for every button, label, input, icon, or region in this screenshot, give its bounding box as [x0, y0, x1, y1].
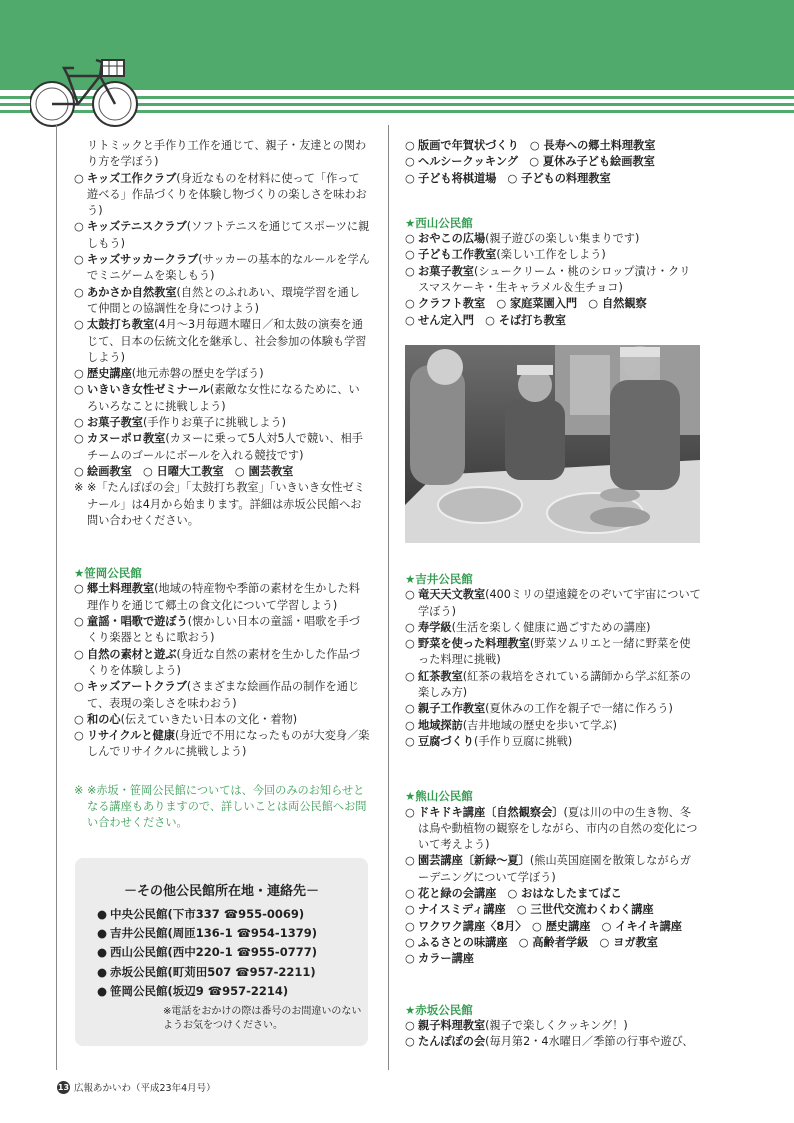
contact-row: [75, 943, 368, 962]
note-sasaoka: ※ ※赤坂・笹岡公民館については、今回のみのお知らせとなる講座もありますので、詳しいことは両公民館へお問い合わせください。: [74, 783, 367, 830]
bullet-dot-icon: ●: [97, 907, 108, 921]
circle-bullet-icon: ○: [405, 620, 415, 634]
contact-title: －その他公民館所在地・連絡先－: [123, 884, 319, 899]
section-heading-kumayama: ★熊山公民館: [405, 789, 473, 804]
contact-text: 笹岡公民館(坂辺9 ☎957-2214): [110, 983, 289, 998]
circle-bullet-icon: ○: [405, 935, 415, 949]
course-description: (熊山英国庭園を散策しながらガーデニングについて学ぼう): [418, 854, 691, 884]
list-item: [405, 154, 701, 170]
course-description: (ソフトテニスを通じてスポーツに親しもう): [87, 220, 370, 250]
section-heading-nishiyama: ★西山公民館: [405, 215, 473, 230]
contact-row: [75, 905, 368, 924]
list-item: [405, 636, 701, 669]
course-description: (さまざまな絵画作品の制作を通じて、表現の楽しさを味わおう): [87, 680, 360, 710]
course-name: ふるさとの味講座 ○ 高齢者学級 ○ ヨガ教室: [418, 935, 658, 949]
course-description: (サッカーの基本的なルールを学んでミニゲームを楽しもう): [87, 253, 370, 283]
circle-bullet-icon: ○: [74, 253, 84, 267]
list-item: [405, 805, 701, 854]
list-item: [74, 415, 370, 431]
section-heading-akasaka: ★赤坂公民館: [405, 1002, 473, 1017]
course-name: 子ども工作教室: [418, 248, 497, 262]
course-name: 版画で年賀状づくり ○ 長寿への郷土料理教室: [418, 139, 656, 152]
course-name: 園芸講座〔新緑～夏〕: [418, 854, 530, 868]
course-name: 花と緑の会講座 ○ おはなしたまてばこ: [418, 887, 622, 901]
left-column: [74, 138, 370, 832]
list-item: [74, 285, 370, 318]
course-description: (伝えていきたい日本の文化・着物): [120, 712, 298, 726]
course-description: (夏休みの工作を親子で一緒に作ろう): [485, 702, 673, 716]
list-item: [405, 853, 701, 886]
course-name: ワクワク講座〈8月〉 ○ 歴史講座 ○ イキイキ講座: [418, 919, 682, 933]
course-description: (手作り豆腐に挑戦): [473, 734, 573, 748]
circle-bullet-icon: ○: [405, 232, 415, 246]
circle-bullet-icon: ○: [74, 416, 84, 430]
course-name: 絵画教室 ○ 日曜大工教室 ○ 園芸教室: [87, 464, 294, 478]
column-rule: [388, 125, 389, 1070]
list-item: [74, 712, 370, 728]
contact-row: [75, 924, 368, 943]
course-description: (身近な自然の素材を生かした作品づくりを体験しよう): [87, 647, 360, 677]
course-name: 野菜を使った料理教室: [418, 637, 530, 651]
list-item: [405, 1034, 701, 1050]
list-item: [74, 171, 370, 220]
course-name: キッズテニスクラブ: [87, 220, 187, 234]
circle-bullet-icon: ○: [405, 1018, 415, 1032]
course-name: 親子料理教室: [418, 1018, 486, 1032]
section-heading-yoshii: ★吉井公民館: [405, 572, 473, 586]
course-name: ドキドキ講座〔自然観察会〕: [418, 805, 564, 819]
contact-text: 中央公民館(下市337 ☎955-0069): [110, 907, 305, 921]
list-item: [74, 431, 370, 464]
course-name: キッズ工作クラブ: [87, 171, 177, 185]
course-description: (地域の特産物や季節の素材を生かした料理作りを通じて郷土の食文化について学習しよう): [87, 582, 360, 612]
circle-bullet-icon: ○: [405, 903, 415, 917]
course-name: カラー講座: [418, 952, 474, 966]
circle-bullet-icon: ○: [405, 702, 415, 716]
course-description: (紅茶の栽培をされている講師から学ぶ紅茶の楽しみ方): [418, 669, 691, 700]
bullet-dot-icon: ●: [97, 926, 108, 941]
list-item: [405, 138, 701, 154]
list-item: [405, 951, 701, 967]
circle-bullet-icon: ○: [74, 729, 84, 743]
list-item: [405, 935, 701, 951]
list-item: [405, 247, 701, 263]
circle-bullet-icon: ○: [405, 805, 415, 819]
circle-bullet-icon: ○: [405, 718, 415, 732]
course-description: (楽しい工作をしよう): [496, 248, 606, 262]
course-name: 童謡・唱歌で遊ぼう: [87, 615, 188, 629]
course-name: 竜天天文教室: [418, 588, 486, 602]
course-name: あかさか自然教室: [87, 285, 177, 299]
contact-text: 西山公民館(西中220-1 ☎955-0777): [110, 945, 317, 960]
list-item: [405, 701, 701, 717]
course-name: ヘルシークッキング ○ 夏休み子ども絵画教室: [418, 155, 655, 169]
circle-bullet-icon: ○: [74, 582, 84, 596]
circle-bullet-icon: ○: [74, 464, 84, 478]
circle-bullet-icon: ○: [405, 155, 415, 169]
section-heading-sasaoka: ★笹岡公民館: [74, 566, 142, 581]
course-description: (親子遊びの楽しい集まりです): [485, 232, 640, 246]
course-name: お菓子教室: [87, 416, 143, 430]
list-item: [405, 669, 701, 702]
list-item: リトミックと手作り工作を通じて、親子・友達との関わり方を学ぼう): [87, 139, 367, 169]
circle-bullet-icon: ○: [74, 432, 84, 446]
list-item: [74, 464, 370, 480]
course-name: 太鼓打ち教室: [87, 318, 155, 332]
course-description: (素敵な女性になるために、いろいろなことに挑戦しよう): [87, 383, 360, 413]
course-name: せん定入門 ○ そば打ち教室: [418, 313, 566, 327]
circle-bullet-icon: ○: [74, 680, 84, 694]
list-item: [74, 252, 370, 285]
circle-bullet-icon: ○: [405, 313, 415, 327]
list-item: [405, 902, 701, 918]
cooking-class-photo: [405, 345, 700, 543]
page-number: 13: [57, 1082, 70, 1092]
course-description: (400ミリの望遠鏡をのぞいて宇宙について学ぼう): [418, 588, 701, 618]
circle-bullet-icon: ○: [74, 712, 84, 726]
course-description: (生活を楽しく健康に過ごすための講座): [451, 620, 651, 634]
circle-bullet-icon: ○: [405, 919, 415, 933]
course-name: リサイクルと健康: [87, 729, 175, 743]
circle-bullet-icon: ○: [74, 318, 84, 332]
course-name: 豆腐づくり: [418, 734, 474, 748]
list-item: [405, 313, 701, 329]
course-name: 自然の素材と遊ぶ: [87, 647, 177, 661]
course-name: 親子工作教室: [418, 702, 486, 716]
list-item: [405, 1018, 701, 1034]
footer-publication: 広報あかいわ（平成23年4月号）: [74, 1083, 216, 1094]
course-name: キッズアートクラブ: [87, 680, 187, 694]
course-name: ナイスミディ講座 ○ 三世代交流わくわく講座: [418, 903, 654, 917]
list-item: [74, 219, 370, 252]
circle-bullet-icon: ○: [405, 669, 415, 683]
list-item: [405, 734, 701, 750]
contact-row: [75, 982, 368, 1001]
list-item: [405, 171, 701, 187]
list-item: [74, 728, 370, 761]
bullet-dot-icon: ●: [97, 945, 108, 960]
note: ※ ※「たんぽぽの会」「太鼓打ち教室」「いきいき女性ゼミナール」は4月から始まります。詳細は赤坂公民館へお問い合わせください。: [74, 481, 365, 527]
list-item: [405, 919, 701, 935]
list-item: [74, 614, 370, 647]
list-item: [74, 317, 370, 366]
circle-bullet-icon: ○: [405, 854, 415, 868]
list-item: [405, 587, 701, 620]
course-name: クラフト教室 ○ 家庭菜園入門 ○ 自然観察: [418, 297, 647, 311]
list-item: [405, 231, 701, 247]
course-description: (身近で不用になったものが大変身／楽しんでリサイクルに挑戦しよう): [87, 729, 370, 759]
list-item: [405, 886, 701, 902]
course-name: いきいき女性ゼミナール: [87, 383, 210, 397]
course-name: キッズサッカークラブ: [87, 253, 199, 267]
right-column-bottom: [405, 571, 701, 1050]
course-description: (身近なものを材料に使って「作って遊べる」作品づくりを体験し物づくりの楽しさを味わおう): [87, 171, 367, 218]
circle-bullet-icon: ○: [74, 383, 84, 397]
circle-bullet-icon: ○: [405, 588, 415, 602]
circle-bullet-icon: ○: [405, 1035, 415, 1049]
course-description: (毎月第2・4水曜日／季節の行事や遊び、: [485, 1035, 694, 1049]
list-item: [74, 366, 370, 382]
course-name: 地域探訪: [418, 718, 463, 732]
contact-note: ※電話をおかけの際は番号のお間違いのないようお気をつけください。: [163, 1006, 362, 1032]
circle-bullet-icon: ○: [405, 734, 415, 748]
contact-row: [75, 963, 368, 982]
contact-text: 赤坂公民館(町苅田507 ☎957-2211): [110, 964, 316, 979]
circle-bullet-icon: ○: [405, 248, 415, 262]
course-description: (4月～3月毎週木曜日／和太鼓の演奏を通じて、日本の伝統文化を継承し、社会参加の体験も学習しよう): [87, 318, 367, 364]
list-item: [74, 382, 370, 415]
list-item: [74, 647, 370, 680]
circle-bullet-icon: ○: [405, 171, 415, 185]
circle-bullet-icon: ○: [405, 952, 415, 966]
course-description: (シュークリーム・桃のシロップ漬け・クリスマスケーキ・生キャラメル＆生チョコ): [418, 264, 691, 295]
right-column-top: [405, 138, 701, 329]
circle-bullet-icon: ○: [405, 264, 415, 278]
circle-bullet-icon: ○: [405, 297, 415, 311]
course-description: (夏は川の中の生き物、冬は鳥や動植物の観察をしながら、市内の自然の変化について考えよう): [418, 805, 698, 852]
circle-bullet-icon: ○: [74, 367, 84, 381]
course-description: (自然とのふれあい、環境学習を通して仲間との協調性を身につけよう): [87, 285, 360, 315]
circle-bullet-icon: ○: [74, 647, 84, 661]
contact-box: [75, 858, 368, 1046]
circle-bullet-icon: ○: [405, 637, 415, 651]
course-name: おやこの広場: [418, 232, 486, 246]
bicycle-illustration: [30, 46, 140, 130]
course-name: たんぽぽの会: [418, 1035, 486, 1049]
course-description: (野菜ソムリエと一緒に野菜を使った料理に挑戦): [418, 637, 691, 667]
circle-bullet-icon: ○: [405, 139, 415, 152]
list-item: [74, 581, 370, 614]
course-name: 紅茶教室: [418, 669, 463, 683]
circle-bullet-icon: ○: [405, 887, 415, 901]
course-name: 歴史講座: [87, 367, 132, 381]
course-description: (地元赤磐の歴史を学ぼう): [131, 367, 264, 381]
course-description: (親子で楽しくクッキング！): [485, 1018, 628, 1032]
list-item: [405, 264, 701, 297]
course-description: (懐かしい日本の童謡・唱歌を手づくり楽器とともに歌おう): [87, 615, 360, 645]
course-name: お菓子教室: [418, 264, 474, 278]
course-description: (カヌーに乗って5人対5人で競い、相手チームのゴールにボールを入れる競技です): [87, 432, 363, 462]
course-description: (手作りお菓子に挑戦しよう): [142, 416, 286, 430]
course-name: 寿学級: [418, 620, 452, 634]
circle-bullet-icon: ○: [74, 615, 84, 629]
circle-bullet-icon: ○: [74, 285, 84, 299]
circle-bullet-icon: ○: [74, 171, 84, 185]
course-name: カヌーポロ教室: [87, 432, 166, 446]
circle-bullet-icon: ○: [74, 220, 84, 234]
list-item: [74, 679, 370, 712]
contact-text: 吉井公民館(周匝136-1 ☎954-1379): [110, 926, 317, 941]
list-item: [405, 620, 701, 636]
list-item: [405, 718, 701, 734]
course-name: 和の心: [87, 712, 121, 726]
course-description: (吉井地域の歴史を歩いて学ぶ): [462, 718, 617, 732]
column-rule: [56, 125, 57, 1070]
page-footer: [57, 1080, 216, 1094]
bullet-dot-icon: ●: [97, 964, 108, 979]
list-item: [405, 296, 701, 312]
course-name: 子ども将棋道場 ○ 子どもの料理教室: [418, 171, 611, 185]
bullet-dot-icon: ●: [97, 983, 108, 998]
course-name: 郷土料理教室: [87, 582, 155, 596]
